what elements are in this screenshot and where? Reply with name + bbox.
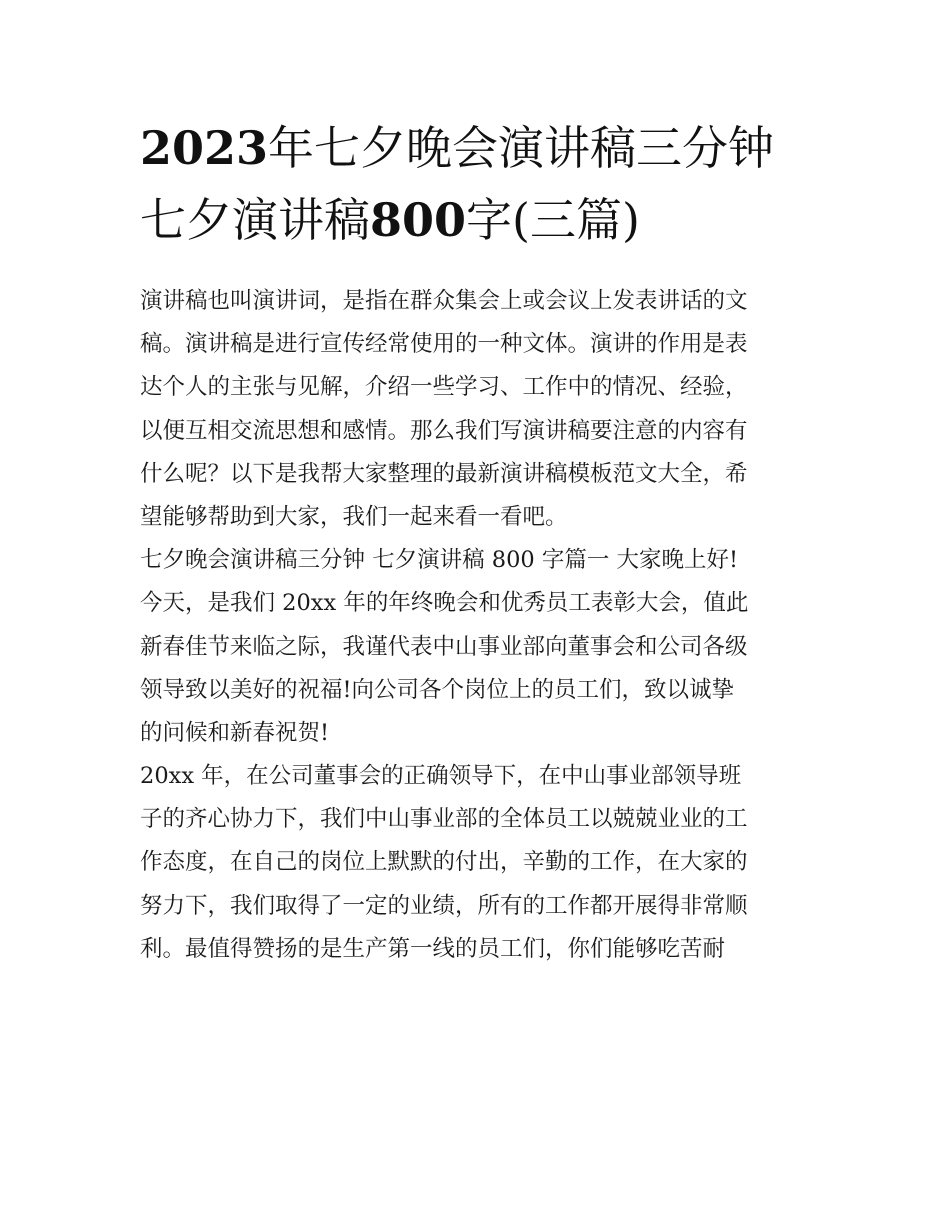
section-heading-line: 七夕晚会演讲稿三分钟 七夕演讲稿 800 字篇一 大家晚上好! xyxy=(140,547,739,574)
body-line: 今天，是我们 20xx 年的年终晚会和优秀员工表彰大会，值此 xyxy=(140,590,749,617)
body-line: 以便互相交流思想和感情。那么我们写演讲稿要注意的内容有 xyxy=(140,417,748,444)
body-line: 20xx 年，在公司董事会的正确领导下，在中山事业部领导班 xyxy=(140,763,742,790)
body-line: 子的齐心协力下，我们中山事业部的全体员工以兢兢业业的工 xyxy=(140,806,748,833)
body-line: 达个人的主张与见解，介绍一些学习、工作中的情况、经验， xyxy=(140,374,748,401)
body-line: 演讲稿也叫演讲词，是指在群众集会上或会议上发表讲话的文 xyxy=(140,288,748,314)
title-word-count: 800 xyxy=(370,193,467,247)
body-line: 利。最值得赞扬的是生产第一线的员工们，你们能够吃苦耐 xyxy=(140,935,726,962)
body-text xyxy=(140,280,820,971)
body-line: 努力下，我们取得了一定的业绩，所有的工作都开展得非常顺 xyxy=(140,892,748,919)
title-line-2-text-b: 字(三篇) xyxy=(466,193,640,247)
title-year: 2023 xyxy=(140,121,269,175)
body-line: 的问候和新春祝贺! xyxy=(140,719,330,746)
body-line: 领导致以美好的祝福!向公司各个岗位上的员工们，致以诚挚 xyxy=(140,676,735,703)
page-title xyxy=(140,112,830,256)
title-line-1-text: 年七夕晚会演讲稿三分钟 xyxy=(268,121,775,175)
body-line: 新春佳节来临之际，我谨代表中山事业部向董事会和公司各级 xyxy=(140,633,748,660)
body-line: 稿。演讲稿是进行宣传经常使用的一种文体。演讲的作用是表 xyxy=(140,331,748,358)
body-line: 什么呢？以下是我帮大家整理的最新演讲稿模板范文大全，希 xyxy=(140,460,748,487)
title-line-2-text-a: 七夕演讲稿 xyxy=(140,193,370,247)
title-line-2 xyxy=(140,184,830,256)
body-line: 望能够帮助到大家，我们一起来看一看吧。 xyxy=(140,503,568,530)
body-line: 作态度，在自己的岗位上默默的付出，辛勤的工作，在大家的 xyxy=(140,849,748,876)
title-line-1 xyxy=(140,112,830,184)
